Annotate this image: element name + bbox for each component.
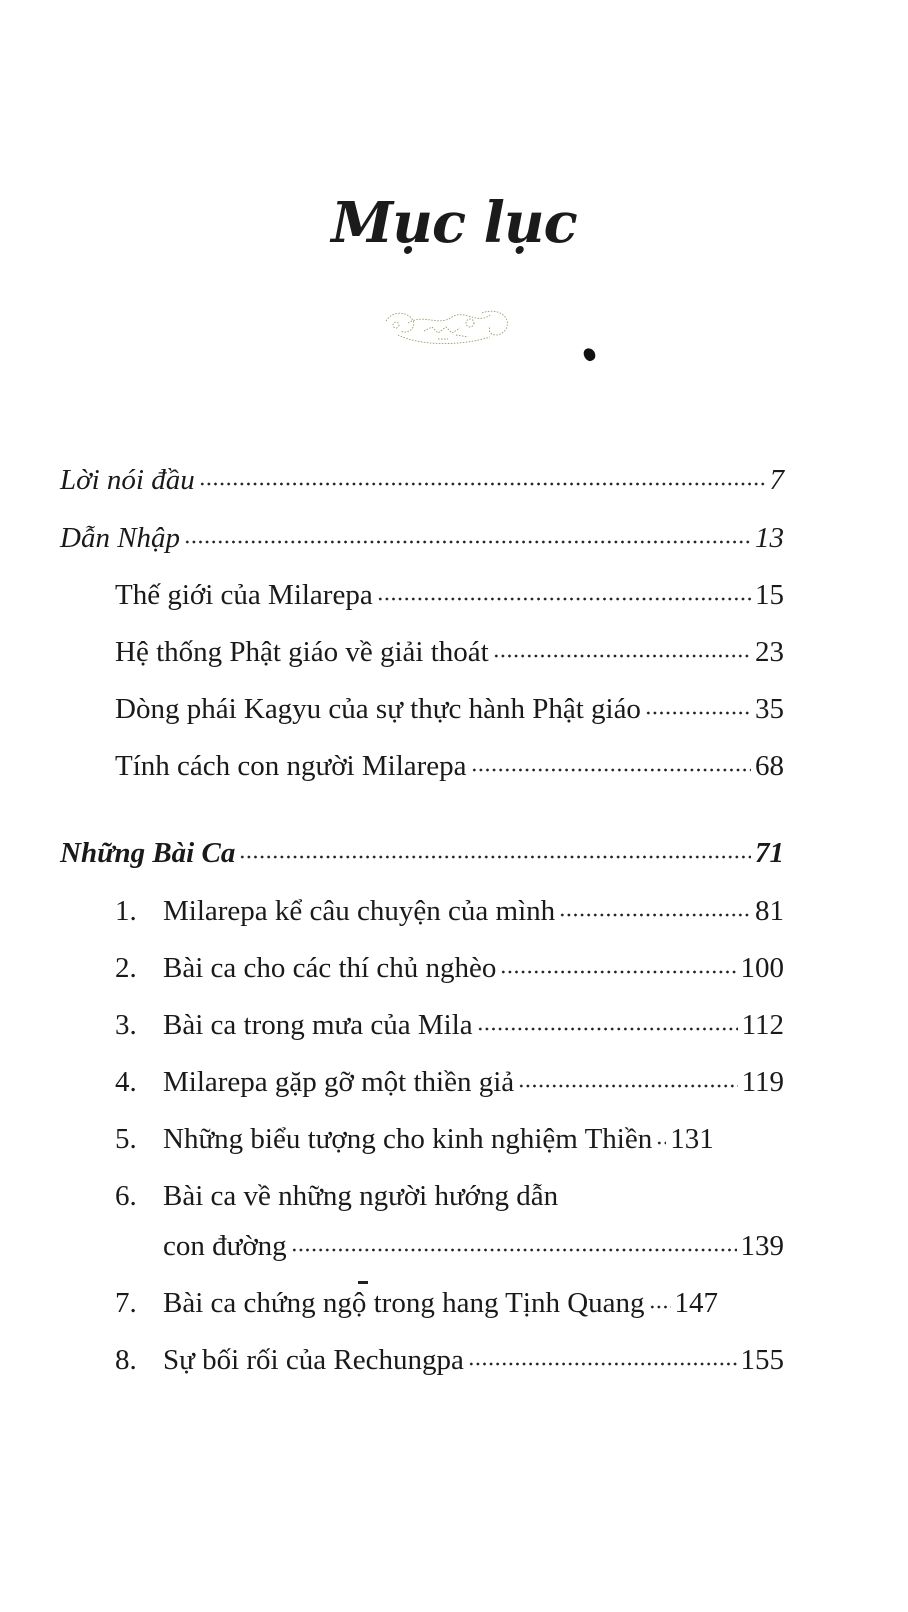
toc-entry-number: 3.: [115, 1009, 137, 1041]
dot-leader: [184, 539, 751, 545]
toc-entry-tinh-cach[interactable]: [115, 748, 784, 784]
toc-entry-label: Tính cách con người Milarepa: [115, 750, 467, 782]
toc-entry-page: 81: [755, 895, 784, 927]
dot-leader: [291, 1247, 737, 1253]
toc-entry-label: Bài ca về những người hướng dẫn: [163, 1180, 559, 1212]
toc-entry-number: 5.: [115, 1123, 137, 1155]
toc-entry-label: Lời nói đầu: [60, 464, 195, 496]
toc-entry-page: 100: [740, 952, 784, 984]
toc-entry-song-4[interactable]: [115, 1064, 784, 1100]
toc-entry-page: 7: [769, 464, 784, 496]
toc-entry-song-7[interactable]: [115, 1285, 784, 1321]
toc-entry-label: Bài ca trong mưa của Mila: [163, 1009, 473, 1041]
toc-entry-number: 1.: [115, 895, 137, 927]
toc-entry-label: Những biểu tượng cho kinh nghiệm Thiền: [163, 1123, 653, 1155]
dot-leader: [377, 596, 751, 602]
toc-entry-he-thong[interactable]: [115, 634, 784, 670]
toc-entry-label: Milarepa gặp gỡ một thiền giả: [163, 1066, 515, 1098]
stray-ink-mark: [358, 1281, 368, 1284]
toc-entry-song-3[interactable]: [115, 1007, 784, 1043]
toc-entry-page: 15: [755, 579, 784, 611]
dot-leader: [239, 854, 751, 860]
dot-leader: [468, 1361, 737, 1367]
toc-entry-number: 6.: [115, 1180, 137, 1212]
toc-entry-nhung-bai-ca[interactable]: [60, 835, 784, 871]
dot-leader: [656, 1140, 666, 1146]
toc-entry-page: 112: [741, 1009, 784, 1041]
toc-entry-song-8[interactable]: [115, 1342, 784, 1378]
dot-leader: [500, 969, 736, 975]
toc-entry-page: 155: [740, 1344, 784, 1376]
toc-entry-page: 71: [755, 837, 784, 869]
toc-entry-page: 68: [755, 750, 784, 782]
toc-entry-label: Bài ca cho các thí chủ nghèo: [163, 952, 497, 984]
toc-entry-the-gioi[interactable]: [115, 577, 784, 613]
toc-entry-dan-nhap[interactable]: [60, 520, 784, 556]
toc-entry-page: 35: [755, 693, 784, 725]
toc-entry-label: Những Bài Ca: [60, 837, 236, 869]
page-title: Mục lục: [331, 190, 577, 256]
toc-entry-number: 4.: [115, 1066, 137, 1098]
toc-entry-label: Thế giới của Milarepa: [115, 579, 373, 611]
toc-entry-loi-noi-dau[interactable]: [60, 462, 784, 498]
dot-leader: [199, 481, 766, 487]
toc-entry-page: 23: [755, 636, 784, 668]
toc-entry-page: 139: [740, 1230, 784, 1262]
toc-entry-song-1[interactable]: [115, 893, 784, 929]
toc-entry-song-5[interactable]: [115, 1121, 784, 1157]
toc-entry-label: Milarepa kể câu chuyện của mình: [163, 895, 556, 927]
toc-entry-song-6-continued[interactable]: [163, 1228, 784, 1264]
dot-leader: [493, 653, 751, 659]
toc-entry-number: 8.: [115, 1344, 137, 1376]
toc-entry-label: Bài ca chứng ngộ trong hang Tịnh Quang: [163, 1287, 645, 1319]
dot-leader: [477, 1026, 738, 1032]
toc-entry-page: 13: [755, 522, 784, 554]
dot-leader: [518, 1083, 737, 1089]
toc-entry-dong-phai[interactable]: [115, 691, 784, 727]
toc-entry-page: 131: [670, 1123, 714, 1155]
dot-leader: [471, 767, 751, 773]
toc-entry-number: 7.: [115, 1287, 137, 1319]
ink-dot: [581, 346, 597, 363]
toc-entry-label: Sự bối rối của Rechungpa: [163, 1344, 464, 1376]
toc-entry-label-continued: con đường: [163, 1230, 287, 1262]
dot-leader: [649, 1304, 671, 1310]
toc-entry-song-6[interactable]: [115, 1178, 784, 1214]
toc-entry-page: 147: [674, 1287, 719, 1319]
toc-entry-page: 119: [741, 1066, 784, 1098]
dot-leader: [645, 710, 751, 716]
dot-leader: [559, 912, 751, 918]
toc-entry-number: 2.: [115, 952, 137, 984]
toc-entry-label: Hệ thống Phật giáo về giải thoát: [115, 636, 489, 668]
ornament-flourish-icon: [378, 305, 518, 349]
toc-entry-label: Dòng phái Kagyu của sự thực hành Phật giáo: [115, 693, 641, 725]
toc-entry-song-2[interactable]: [115, 950, 784, 986]
toc-entry-label: Dẫn Nhập: [60, 522, 181, 554]
